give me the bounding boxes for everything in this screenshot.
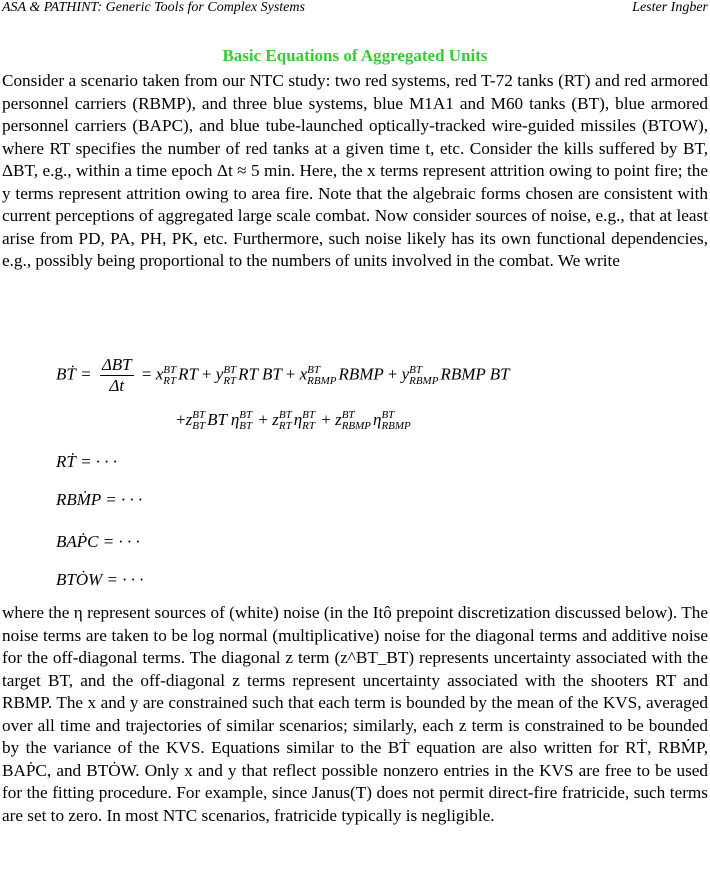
header-author: Lester Ingber	[632, 0, 708, 15]
running-header	[0, 0, 710, 18]
equation-rt: RṪ = · · ·	[56, 452, 118, 471]
equation-rbmp: RBṀP = · · ·	[56, 490, 143, 509]
equation-bt-lhs: BṪ =	[56, 364, 92, 384]
equation-bapc: BAṖC = · · ·	[56, 532, 140, 551]
paragraph-intro: Consider a scenario taken from our NTC study: two red systems, red T-72 tanks (RT) and red armored personnel carriers (RBMP), and three blue systems, blue M1A1 and M60 tanks (BT), blue armored personnel carriers (BAPC), and blue tube-launched optically-tracked wire-guided missiles (BTOW), where RT specifies the number of red tanks at a given time t, etc. Consider the kills suffered by BT, ΔBT, e.g., within a time epoch Δt ≈ 5 min. Here, the x terms represent attrition owing to point fire; the y terms represent attrition owing to area fire. Note that the algebraic forms chosen are consistent with current perceptions of aggregated large scale combat. Now consider sources of noise, e.g., that at least arise from PD, PA, PH, PK, etc. Furthermore, such noise likely has its own functional dependencies, e.g., possibly being proportional to the numbers of units involved in the combat. We write	[2, 71, 708, 270]
paragraph-noise: where the η represent sources of (white) noise (in the Itô prepoint discretization discussed below). The noise terms are taken to be log normal (multiplicative) noise for the diagonal terms and additive noise for the off-diagonal terms. The diagonal z term (z^BT_BT) represents uncertainty associated with the target BT, and the off-diagonal z terms represent uncertainty associated with the shooters RT and RBMP. The x and y are constrained such that each term is bounded by the mean of the KVS, averaged over all time and trajectories of similar scenarios; similarly, each z term is constrained to be bounded by the variance of the KVS. Equations similar to the BṪ equation are also written for RṪ, RBṀP, BAṖC, and BTȮW. Only x and y that reflect possible nonzero entries in the KVS are free to be used for the fitting procedure. For example, since Janus(T) does not permit direct-fire fratricide, such terms are set to zero. In most NTC scenarios, fratricide typically is negligible.	[2, 603, 708, 825]
fraction-denominator: Δt	[109, 376, 125, 395]
equation-btow: BTȮW = · · ·	[56, 570, 144, 589]
equation-bt-noise: +z BT BT BT η BT BT + z BT RT η BT RT + z BT RBMP η BT RBMP	[176, 409, 411, 433]
header-title: ASA & PATHINT: Generic Tools for Complex Systems	[2, 0, 305, 15]
equation-bt-fraction	[100, 355, 134, 396]
section-title: Basic Equations of Aggregated Units	[222, 46, 488, 65]
equation-bt: BṪ = $\frac{\text{ΔBT}}{\Delta t}$ = x BT RT RT + y BT RT RT BT + x BT RBMP RBMP + y BT RBMP RBMP BT	[56, 355, 510, 395]
fraction-numerator: ΔBT	[101, 355, 132, 374]
